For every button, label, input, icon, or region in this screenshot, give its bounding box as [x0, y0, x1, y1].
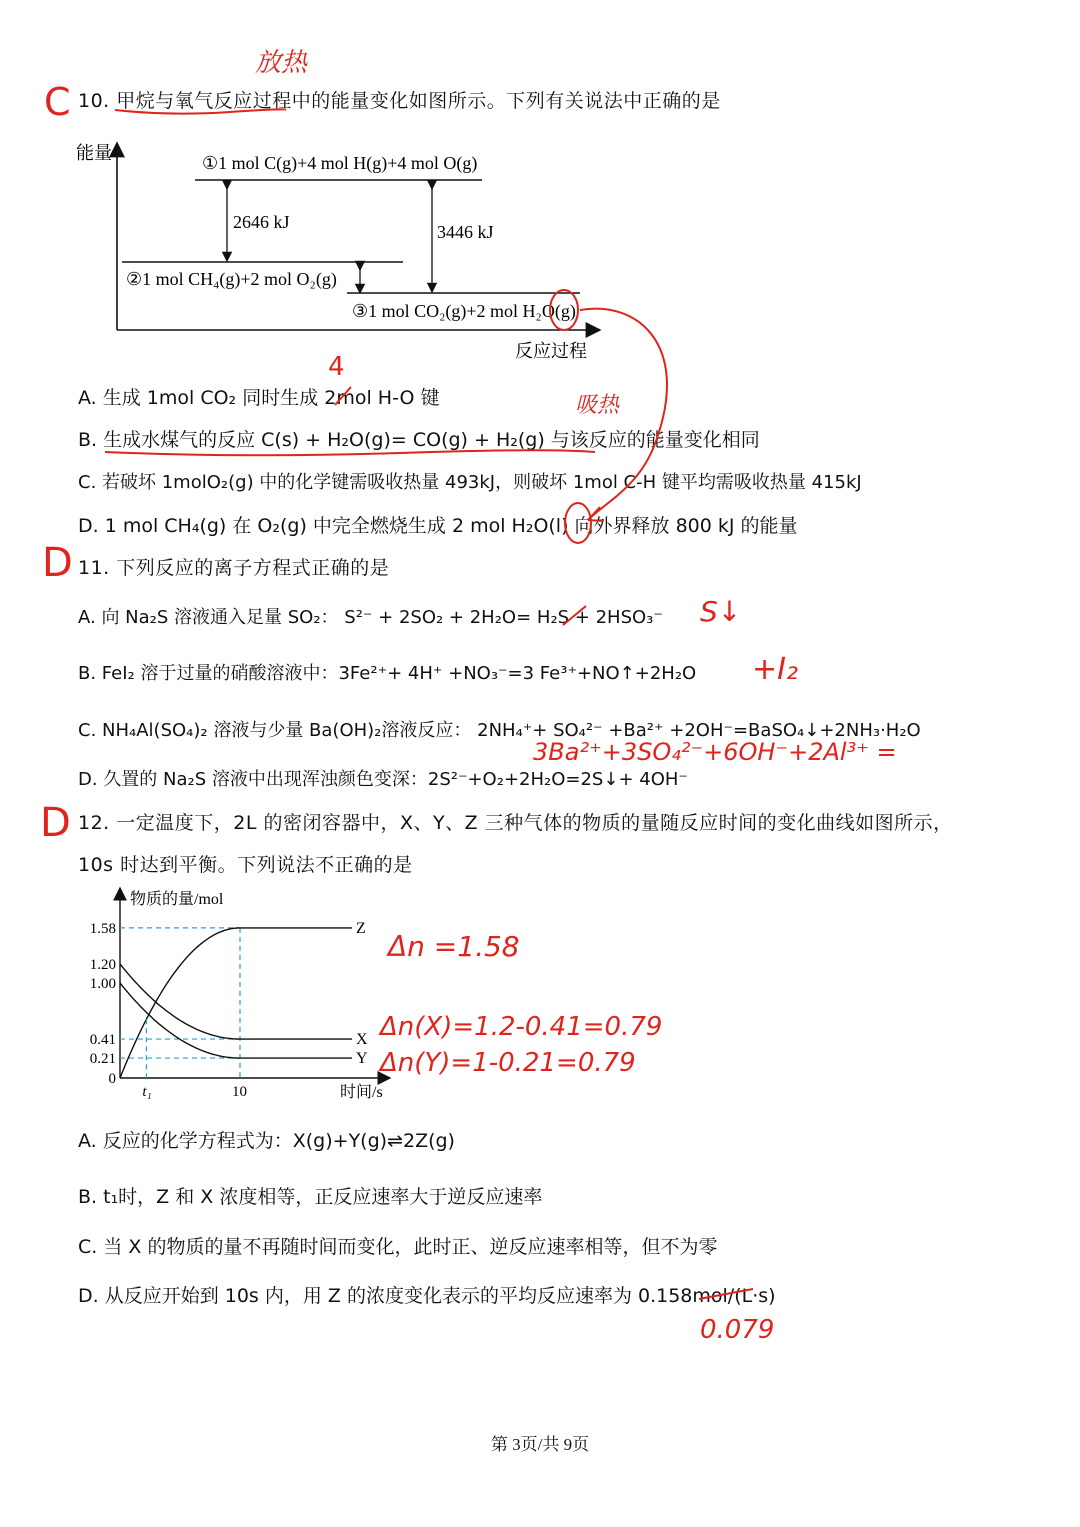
handwritten-strike-2 — [333, 385, 353, 407]
chart-y-label: 物质的量/mol — [130, 891, 224, 908]
handwritten-delta-x: Δn(X)=1.2-0.41=0.79 — [380, 1012, 663, 1042]
y-tick-label: 1.58 — [89, 920, 116, 937]
y-tick-label: 0.41 — [89, 1032, 116, 1049]
series-label-z: Z — [356, 919, 366, 937]
series-line-x — [120, 964, 352, 1039]
x-tick-label-10: 10 — [232, 1084, 247, 1100]
level-2-label: ②1 mol CH₄(g)+2 mol O₂(g) — [126, 269, 337, 289]
series-line-y — [120, 983, 352, 1058]
q12-option-c: C. 当 X 的物质的量不再随时间而变化，此时正、逆反应速率相等，但不为零 — [78, 1236, 718, 1258]
q12-option-a: A. 反应的化学方程式为：X(g)+Y(g)⇌2Z(g) — [78, 1130, 455, 1152]
handwritten-strike-h2s — [560, 603, 590, 629]
handwritten-underline-q10 — [110, 100, 290, 120]
y-tick-label: 1.00 — [89, 976, 116, 992]
series-label-y: Y — [356, 1050, 368, 1068]
q10-option-a: A. 生成 1mol CO₂ 同时生成 2mol H-O 键 — [78, 387, 440, 409]
handwritten-note-exothermic: 放热 — [255, 48, 308, 78]
handwritten-note-s-precipitate: S↓ — [700, 595, 742, 628]
page-footer: 第 3页/共 9页 — [490, 1435, 590, 1454]
q10-option-c: C. 若破坏 1molO₂(g) 中的化学键需吸收热量 493kJ，则破坏 1mol C-H 键平均需吸收热量 415kJ — [78, 472, 862, 493]
amount-time-chart — [70, 882, 400, 1104]
handwritten-delta-y: Δn(Y)=1-0.21=0.79 — [380, 1048, 636, 1078]
q12-option-b: B. t₁时，Z 和 X 浓度相等，正反应速率大于逆反应速率 — [78, 1186, 543, 1208]
handwritten-answer-10: C — [44, 80, 71, 124]
handwritten-fix-4: 4 — [328, 352, 345, 382]
handwritten-answer-11: D — [42, 540, 73, 586]
q12-stem-line1: 12. 一定温度下，2L 的密闭容器中，X、Y、Z 三种气体的物质的量随反应时间的变化曲线如图所示， — [78, 812, 953, 834]
handwritten-answer-12: D — [40, 800, 71, 846]
handwritten-fix-0079: 0.079 — [700, 1315, 775, 1345]
y-tick-label: 1.20 — [89, 957, 116, 973]
q11-option-b: B. FeI₂ 溶于过量的硝酸溶液中：3Fe²⁺+ 4H⁺ +NO₃⁻=3 Fe³⁺+NO↑+2H₂O — [78, 663, 697, 684]
handwritten-correct-equation: 3Ba²⁺+3SO₄²⁻+6OH⁻+2Al³⁺ = — [533, 738, 897, 766]
chart-x-label: 时间/s — [340, 1084, 383, 1101]
handwritten-delta-z: Δn =1.58 — [388, 930, 520, 963]
handwritten-underline-q10b — [100, 440, 600, 460]
gap1-label: 2646 kJ — [233, 212, 290, 232]
series-label-x: X — [356, 1031, 368, 1049]
q10-option-b: B. 生成水煤气的反应 C(s) + H₂O(g)= CO(g) + H₂(g) 与该反应的能量变化相同 — [78, 429, 760, 451]
q12-stem-line2: 10s 时达到平衡。下列说法不正确的是 — [78, 854, 413, 876]
energy-level-diagram — [70, 135, 630, 365]
gap2-label: 3446 kJ — [437, 222, 494, 242]
level-1-label: ①1 mol C(g)+4 mol H(g)+4 mol O(g) — [202, 153, 478, 173]
handwritten-arrow-g-to-l — [548, 285, 688, 555]
q11-option-a: A. 向 Na₂S 溶液通入足量 SO₂： S²⁻ + 2SO₂ + 2H₂O= H₂S + 2HSO₃⁻ — [78, 607, 663, 628]
y-axis-label: 能量 — [76, 143, 112, 163]
handwritten-note-plus-i2: +I₂ — [752, 652, 799, 687]
x-axis-label: 反应过程 — [515, 341, 587, 361]
series-line-z — [120, 928, 352, 1078]
q11-option-c: C. NH₄Al(SO₄)₂ 溶液与少量 Ba(OH)₂溶液反应： 2NH₄⁺+ SO₄²⁻ +Ba²⁺ +2OH⁻=BaSO₄↓+2NH₃·H₂O — [78, 720, 921, 741]
y-tick-label: 0.21 — [89, 1051, 116, 1068]
handwritten-strike-0158 — [697, 1283, 757, 1303]
q10-option-d: D. 1 mol CH₄(g) 在 O₂(g) 中完全燃烧生成 2 mol H₂O(l) 向外界释放 800 kJ 的能量 — [78, 515, 798, 537]
q12-option-d: D. 从反应开始到 10s 内，用 Z 的浓度变化表示的平均反应速率为 0.158mol/(L·s) — [78, 1285, 776, 1307]
q11-option-d: D. 久置的 Na₂S 溶液中出现浑浊颜色变深：2S²⁻+O₂+2H₂O=2S↓+ 4OH⁻ — [78, 769, 688, 790]
q10-stem: 10. 甲烷与氧气反应过程中的能量变化如图所示。下列有关说法中正确的是 — [78, 90, 721, 112]
handwritten-note-endothermic: 吸热 — [575, 393, 620, 418]
level-3-label: ③1 mol CO₂(g)+2 mol H₂O(g) — [352, 301, 576, 321]
q11-stem: 11. 下列反应的离子方程式正确的是 — [78, 557, 390, 579]
x-tick-label-t1: t₁ — [142, 1084, 152, 1100]
y-tick-label: 0 — [108, 1071, 116, 1087]
